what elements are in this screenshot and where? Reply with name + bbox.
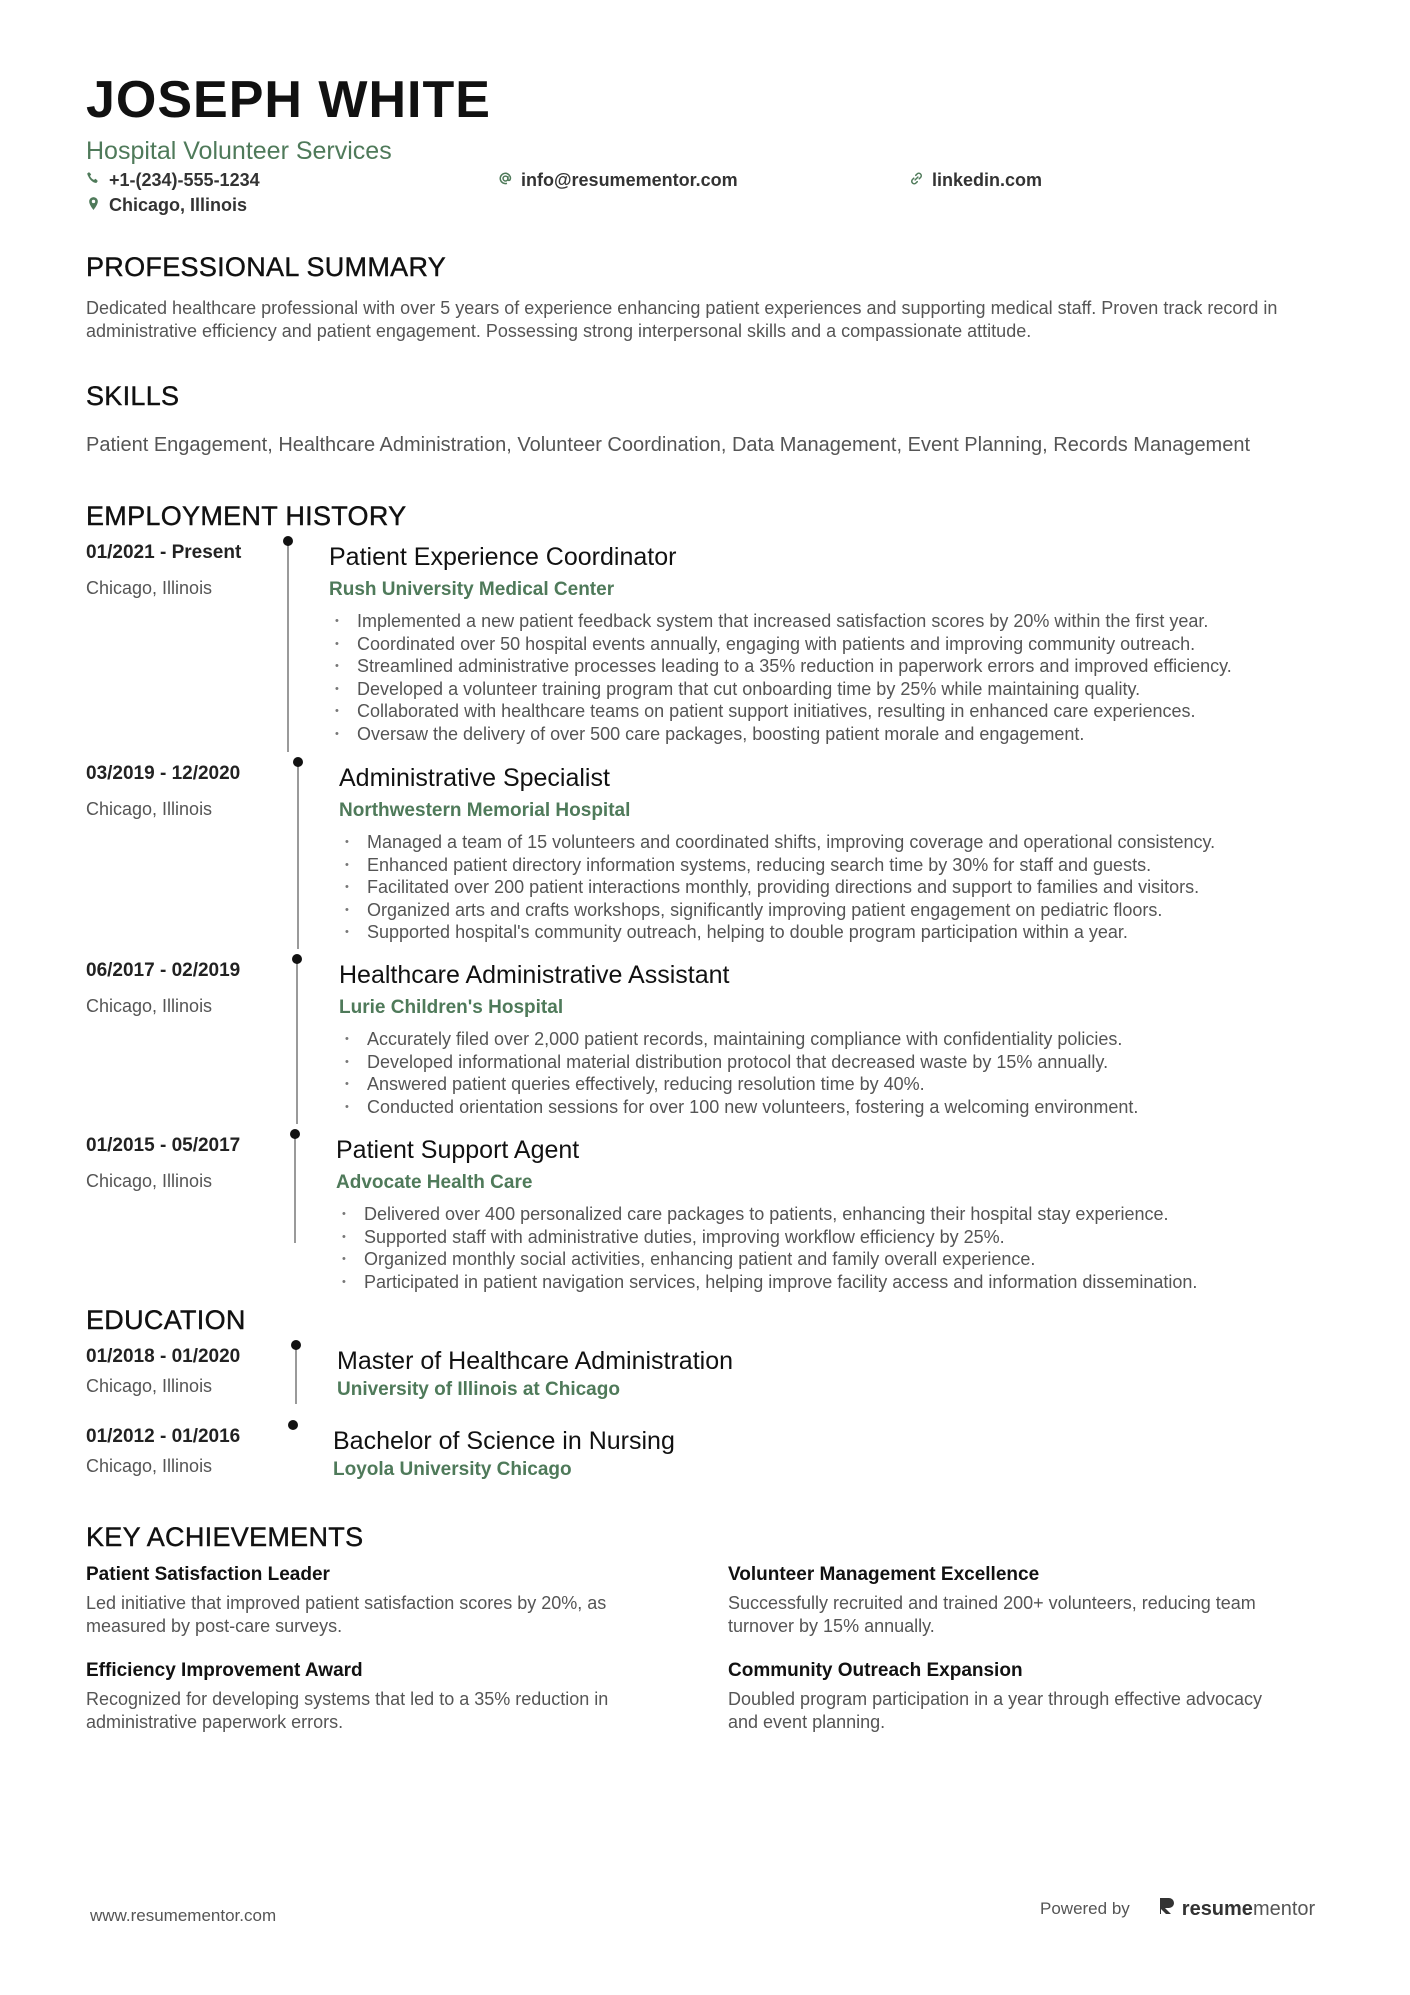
timeline-line <box>294 1135 296 1243</box>
timeline-line <box>287 542 289 752</box>
job-bullet: • Supported staff with administrative duties, improving workflow efficiency by 25%. <box>336 1226 1197 1249</box>
achievement-item <box>86 1659 646 1734</box>
achievements-grid <box>86 1563 1336 1763</box>
education-title: EDUCATION <box>86 1305 246 1335</box>
job-company: Advocate Health Care <box>336 1172 533 1193</box>
job-bullet: • Collaborated with healthcare teams on patient support initiatives, resulting in enhanced care experiences. <box>329 700 1232 723</box>
job-title: Patient Support Agent <box>336 1136 580 1164</box>
timeline-dot <box>291 1340 301 1350</box>
achievement-desc: Recognized for developing systems that led to a 35% reduction in administrative paperwork errors. <box>86 1689 609 1732</box>
achievement-item <box>86 1563 646 1638</box>
job-entry <box>86 960 1336 1135</box>
footer-website[interactable]: www.resumementor.com <box>90 1906 277 1925</box>
job-title: Administrative Specialist <box>339 764 610 792</box>
achievement-desc: Successfully recruited and trained 200+ volunteers, reducing team turnover by 15% annually. <box>728 1593 1256 1636</box>
education-location: Chicago, Illinois <box>86 1456 213 1476</box>
phone-number: +1-(234)-555-1234 <box>109 170 260 190</box>
achievement-title: Efficiency Improvement Award <box>86 1660 363 1681</box>
job-date: 06/2017 - 02/2019 <box>86 960 241 981</box>
achievement-title: Volunteer Management Excellence <box>728 1564 1040 1585</box>
job-bullet: • Organized arts and crafts workshops, significantly improving patient engagement on pediatric floors. <box>339 899 1215 922</box>
job-bullet: • Developed a volunteer training program that cut onboarding time by 25% while maintaining quality. <box>329 678 1232 701</box>
job-bullet: • Coordinated over 50 hospital events annually, engaging with patients and improving community outreach. <box>329 633 1232 656</box>
education-degree: Bachelor of Science in Nursing <box>333 1427 675 1455</box>
job-content <box>339 763 1215 944</box>
skills-title: SKILLS <box>86 381 180 411</box>
timeline-line <box>295 1346 297 1404</box>
job-bullet: • Organized monthly social activities, enhancing patient and family overall experience. <box>336 1248 1197 1271</box>
email-address: info@resumementor.com <box>521 170 738 190</box>
timeline-dot <box>292 954 302 964</box>
contact-linkedin[interactable] <box>909 170 1042 191</box>
job-bullets <box>329 610 1232 746</box>
brand-logo[interactable] <box>1158 1896 1315 1922</box>
education-location: Chicago, Illinois <box>86 1376 213 1396</box>
contact-phone <box>86 170 260 191</box>
achievement-item <box>728 1659 1288 1734</box>
achievements-title: KEY ACHIEVEMENTS <box>86 1522 364 1552</box>
employment-title: EMPLOYMENT HISTORY <box>86 501 407 531</box>
contact-location <box>86 195 247 216</box>
timeline-line <box>296 960 298 1124</box>
education-degree: Master of Healthcare Administration <box>337 1347 734 1375</box>
achievement-title: Community Outreach Expansion <box>728 1660 1023 1681</box>
education-school: University of Illinois at Chicago <box>337 1379 620 1400</box>
summary-text: Dedicated healthcare professional with over 5 years of experience enhancing patient experiences and supporting medical staff. Proven track record in administrative efficiency and patient engagement. Possessing strong interpersonal skills and a compassionate attitude. <box>86 298 1278 341</box>
job-entry <box>86 542 1336 763</box>
job-bullet: • Answered patient queries effectively, reducing resolution time by 40%. <box>339 1073 1138 1096</box>
job-bullet: • Enhanced patient directory information systems, reducing search time by 30% for staff and guests. <box>339 854 1215 877</box>
job-content <box>329 542 1232 746</box>
timeline-dot <box>288 1420 298 1430</box>
job-content <box>336 1135 1197 1293</box>
timeline-line <box>297 763 299 949</box>
job-date: 01/2015 - 05/2017 <box>86 1135 241 1156</box>
education-section <box>86 1305 1336 1522</box>
achievements-section <box>86 1522 1336 1763</box>
summary-title: PROFESSIONAL SUMMARY <box>86 252 447 282</box>
job-entry <box>86 763 1336 960</box>
powered-by-label: Powered by <box>1040 1899 1130 1918</box>
location-text: Chicago, Illinois <box>109 195 248 215</box>
job-bullet: • Accurately filed over 2,000 patient records, maintaining compliance with confidentiality policies. <box>339 1028 1138 1051</box>
resume-page <box>86 70 1336 1763</box>
job-location: Chicago, Illinois <box>86 1171 213 1191</box>
job-bullet: • Managed a team of 15 volunteers and coordinated shifts, improving coverage and operational consistency. <box>339 831 1215 854</box>
job-bullet: • Facilitated over 200 patient interactions monthly, providing directions and support to families and visitors. <box>339 876 1215 899</box>
contact-email[interactable] <box>498 170 738 191</box>
education-date: 01/2012 - 01/2016 <box>86 1426 241 1447</box>
timeline-dot <box>290 1129 300 1139</box>
employment-section <box>86 501 1336 1303</box>
education-content <box>333 1426 675 1482</box>
job-bullet: • Implemented a new patient feedback system that increased satisfaction scores by 20% within the first year. <box>329 610 1232 633</box>
brand-name-bold: resume <box>1181 1897 1253 1920</box>
job-bullet: • Conducted orientation sessions for over 100 new volunteers, fostering a welcoming environment. <box>339 1096 1138 1119</box>
resumementor-logo-icon <box>1158 1896 1176 1922</box>
job-bullet: • Participated in patient navigation services, helping improve facility access and information dissemination. <box>336 1271 1197 1294</box>
job-location: Chicago, Illinois <box>86 996 213 1016</box>
candidate-name: JOSEPH WHITE <box>86 71 491 129</box>
job-entry <box>86 1135 1336 1303</box>
skills-text: Patient Engagement, Healthcare Administration, Volunteer Coordination, Data Management, Event Planning, Records Management <box>86 434 1251 456</box>
timeline-dot <box>283 536 293 546</box>
brand-name-light: mentor <box>1252 1897 1316 1920</box>
job-bullet: • Streamlined administrative processes leading to a 35% reduction in paperwork errors and improved efficiency. <box>329 655 1232 678</box>
job-title: Patient Experience Coordinator <box>329 543 677 571</box>
footer-branding <box>1040 1896 1315 1922</box>
at-icon <box>498 170 513 191</box>
job-location: Chicago, Illinois <box>86 799 213 819</box>
job-bullets <box>339 1028 1138 1118</box>
linkedin-url: linkedin.com <box>932 170 1043 190</box>
job-content <box>339 960 1138 1118</box>
job-bullets <box>336 1203 1197 1293</box>
skills-section <box>86 381 1336 457</box>
summary-section <box>86 252 1336 343</box>
job-bullet: • Delivered over 400 personalized care packages to patients, enhancing their hospital stay experience. <box>336 1203 1197 1226</box>
job-location: Chicago, Illinois <box>86 578 213 598</box>
job-bullet: • Developed informational material distribution protocol that decreased waste by 15% annually. <box>339 1051 1138 1074</box>
job-company: Rush University Medical Center <box>329 579 615 600</box>
education-school: Loyola University Chicago <box>333 1459 572 1480</box>
job-date: 01/2021 - Present <box>86 542 242 563</box>
job-bullet: • Oversaw the delivery of over 500 care packages, boosting patient morale and engagement. <box>329 723 1232 746</box>
education-content <box>337 1346 733 1402</box>
candidate-headline: Hospital Volunteer Services <box>86 137 392 165</box>
location-pin-icon <box>86 195 101 216</box>
job-bullet: • Supported hospital's community outreach, helping to double program participation within a year. <box>339 921 1215 944</box>
education-entry <box>86 1346 1336 1426</box>
achievement-desc: Doubled program participation in a year through effective advocacy and event planning. <box>728 1689 1262 1732</box>
link-icon <box>909 170 924 191</box>
phone-icon <box>86 170 101 191</box>
job-date: 03/2019 - 12/2020 <box>86 763 241 784</box>
contact-info <box>86 170 1336 228</box>
job-company: Northwestern Memorial Hospital <box>339 800 631 821</box>
achievement-desc: Led initiative that improved patient satisfaction scores by 20%, as measured by post-care surveys. <box>86 1593 607 1636</box>
job-company: Lurie Children's Hospital <box>339 997 564 1018</box>
achievement-item <box>728 1563 1288 1638</box>
education-date: 01/2018 - 01/2020 <box>86 1346 241 1367</box>
job-bullets <box>339 831 1215 944</box>
timeline-dot <box>293 757 303 767</box>
education-entry <box>86 1426 1336 1522</box>
achievement-title: Patient Satisfaction Leader <box>86 1564 330 1585</box>
job-title: Healthcare Administrative Assistant <box>339 961 730 989</box>
